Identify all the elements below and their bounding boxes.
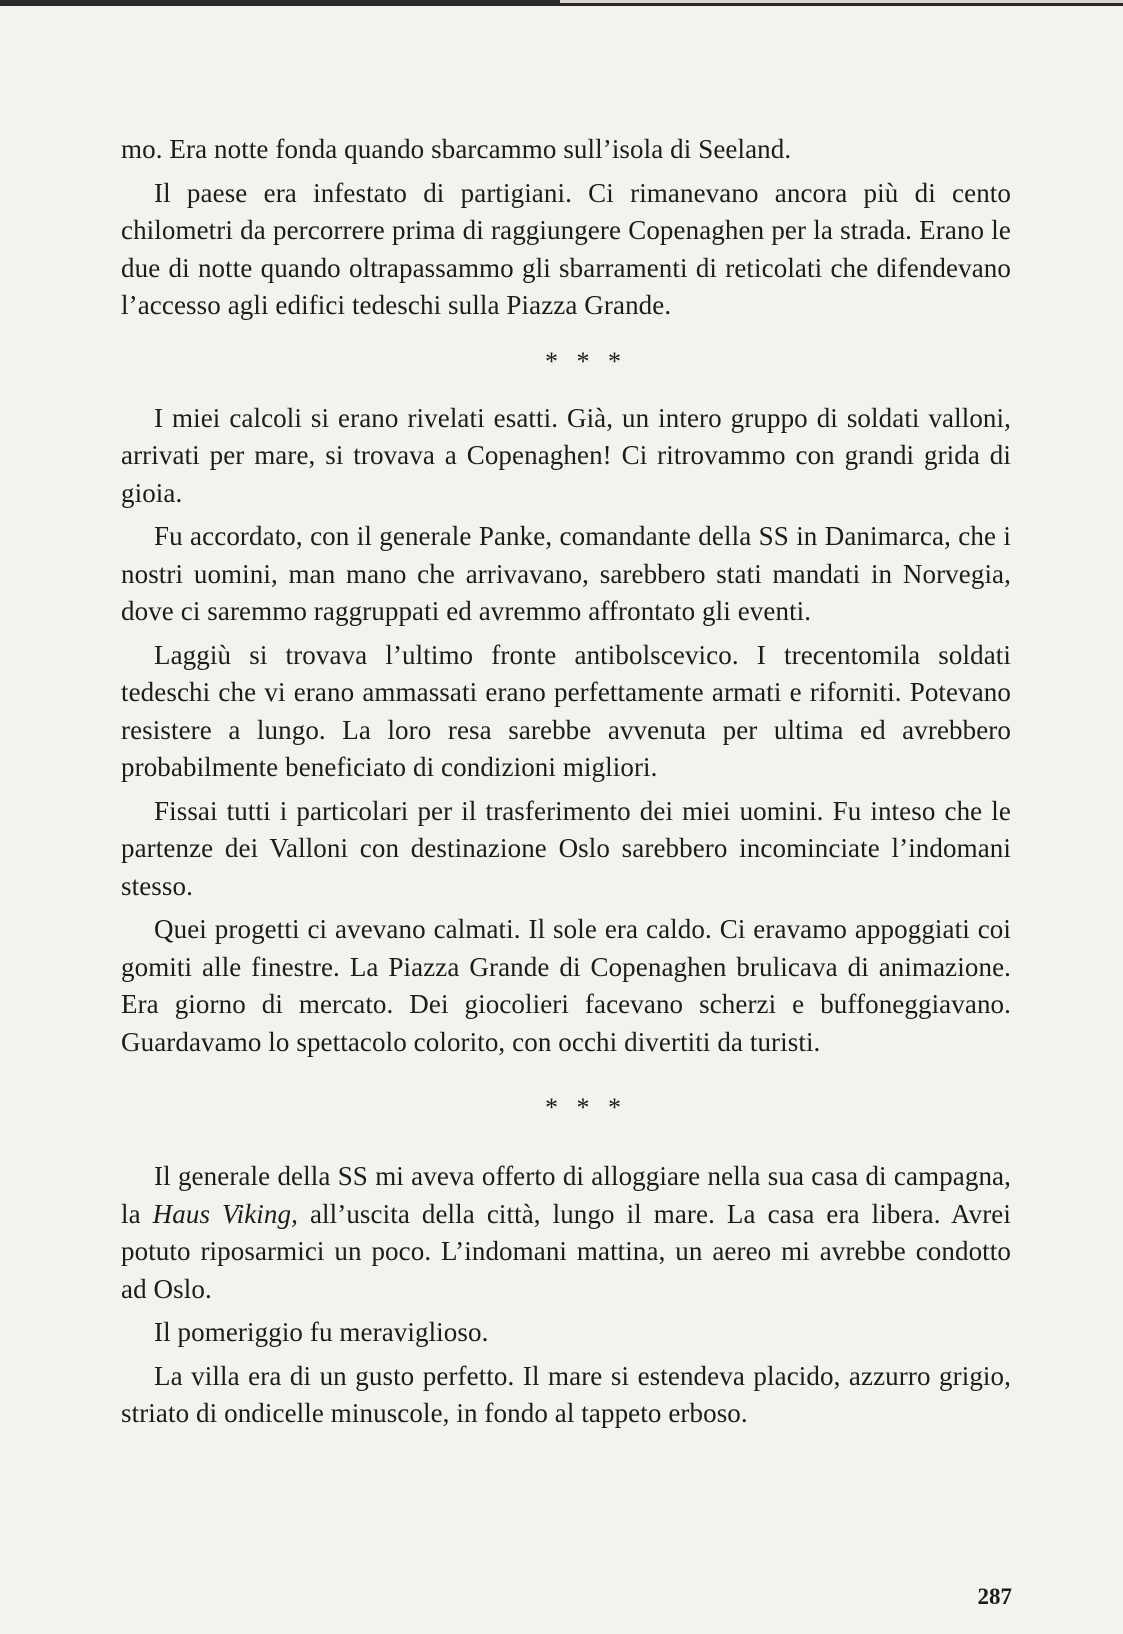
book-page-body: [121, 131, 1011, 1433]
paragraph-transfer: Fissai tutti i particolari per il trasferimento dei miei uomini. Fu inteso che le partenze dei Valloni con destinazione Oslo sarebbero incominciate l’indomani stesso.: [121, 795, 1011, 901]
section-separator-2: * * *: [545, 1093, 627, 1122]
section-separator: * * *: [545, 346, 627, 376]
paragraph-continuation: mo. Era notte fonda quando sbarcammo sull’isola di Seeland.: [121, 134, 792, 164]
paragraph-panke: Fu accordato, con il generale Panke, comandante della SS in Danimarca, che i nostri uomini, man mano che arrivavano, sarebbero stati mandati in Norvegia, dove ci saremmo raggruppati ed avremmo affrontato gli eventi.: [121, 521, 1011, 626]
paragraph-piazza: Quei progetti ci avevano calmati. Il sole era caldo. Ci eravamo appoggiati coi gomiti alle finestre. La Piazza Grande di Copenaghen brulicava di animazione. Era giorno di mercato. Dei giocolieri facevano scherzi e buffoneggiavano. Guardavamo lo spettacolo colorito, con occhi divertiti da turisti.: [121, 914, 1011, 1057]
haus-viking-rest: all’uscita della città, lungo il mare. La casa era libera. Avrei potuto riposarmici un poco. L’indomani mattina, un aereo mi avrebbe condotto ad Oslo.: [121, 1198, 1011, 1304]
paragraph-calculations: I miei calcoli si erano rivelati esatti. Già, un intero gruppo di soldati valloni, arrivati per mare, si trovava a Copenaghen! Ci ritrovammo con grandi grida di gioia.: [121, 402, 1011, 508]
haus-viking-intro: Il generale della SS mi aveva offerto di alloggiare nella sua casa di campagna, la: [121, 1161, 1011, 1229]
paragraph-last-front: Laggiù si trovava l’ultimo fronte antibolscevico. I trecentomila soldati tedeschi che vi erano ammassati erano perfettamente armati e riforniti. Potevano resistere a lungo. La loro resa sarebbe avvenuta per ultima ed avrebbero probabilmente beneficiato di condizioni migliori.: [121, 639, 1011, 782]
page-number: 287: [977, 1584, 1012, 1609]
page-top-edge-fade: [560, 0, 1123, 3]
paragraph-partisans: Il paese era infestato di partigiani. Ci rimanevano ancora più di cento chilometri da percorrere prima di raggiungere Copenaghen per la strada. Erano le due di notte quando oltrapassammo gli sbarramenti di reticolati che difendevano l’accesso agli edifici tedeschi sulla Piazza Grande.: [121, 177, 1011, 320]
haus-viking-space: [298, 1199, 310, 1229]
paragraph-haus-viking: [121, 1158, 1011, 1308]
paragraph-afternoon: Il pomeriggio fu meraviglioso.: [154, 1317, 489, 1347]
haus-viking-title: Haus Viking,: [152, 1198, 298, 1229]
paragraph-villa: La villa era di un gusto perfetto. Il mare si estendeva placido, azzurro grigio, striato di ondicelle minuscole, in fondo al tappeto erboso.: [121, 1360, 1011, 1428]
